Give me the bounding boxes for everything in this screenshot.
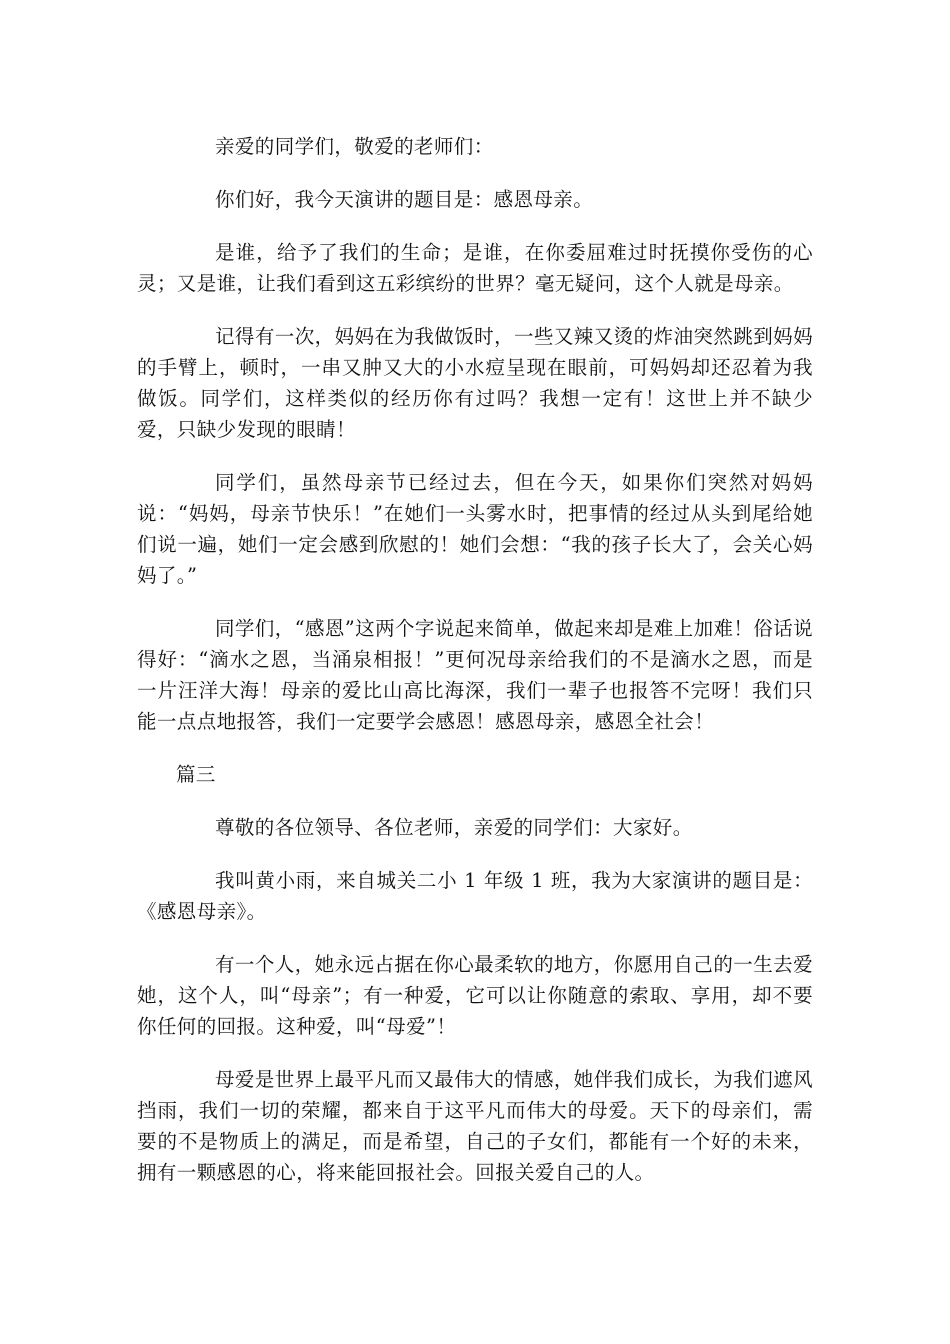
- body-paragraph: 同学们，虽然母亲节已经过去，但在今天，如果你们突然对妈妈说：“妈妈，母亲节快乐！”在她们一头雾水时，把事情的经过从头到尾给她们说一遍，她们一定会感到欣慰的！她们会想：“我的孩子长大了，会关心妈妈了。”: [137, 471, 813, 587]
- body-paragraph: 同学们，“感恩”这两个字说起来简单，做起来却是难上加难！俗话说得好：“滴水之恩，当涌泉相报！”更何况母亲给我们的不是滴水之恩，而是一片汪洋大海！母亲的爱比山高比海深，我们一辈子也报答不完呀！我们只能一点点地报答，我们一定要学会感恩！感恩母亲，感恩全社会！: [137, 617, 813, 733]
- section-heading: 篇三: [176, 763, 216, 786]
- body-paragraph: 是谁，给予了我们的生命；是谁，在你委屈难过时抚摸你受伤的心灵；又是谁，让我们看到这五彩缤纷的世界？毫无疑问，这个人就是母亲。: [137, 241, 813, 295]
- section-greeting-paragraph: 尊敬的各位领导、各位老师，亲爱的同学们：大家好。: [215, 816, 693, 839]
- section-intro-paragraph: 我叫黄小雨，来自城关二小 1 年级 1 班，我为大家演讲的题目是：《感恩母亲》。: [137, 869, 813, 923]
- body-paragraph: 记得有一次，妈妈在为我做饭时，一些又辣又烫的炸油突然跳到妈妈的手臂上，顿时，一串又肿又大的小水痘呈现在眼前，可妈妈却还忍着为我做饭。同学们，这样类似的经历你有过吗？我想一定有！这世上并不缺少爱，只缺少发现的眼睛！: [137, 325, 813, 441]
- greeting-paragraph: 亲爱的同学们，敬爱的老师们：: [215, 135, 494, 158]
- section-body-paragraph: 母爱是世界上最平凡而又最伟大的情感，她伴我们成长，为我们遮风挡雨，我们一切的荣耀，都来自于这平凡而伟大的母爱。天下的母亲们，需要的不是物质上的满足，而是希望，自己的子女们，都能有一个好的未来，拥有一颗感恩的心，将来能回报社会。回报关爱自己的人。: [137, 1068, 813, 1184]
- section-body-paragraph: 有一个人，她永远占据在你心最柔软的地方，你愿用自己的一生去爱她，这个人，叫“母亲”；有一种爱，它可以让你随意的索取、享用，却不要你任何的回报。这种爱，叫“母爱”！: [137, 953, 813, 1038]
- document-page: [137, 131, 813, 1210]
- intro-paragraph: 你们好，我今天演讲的题目是：感恩母亲。: [215, 188, 594, 211]
